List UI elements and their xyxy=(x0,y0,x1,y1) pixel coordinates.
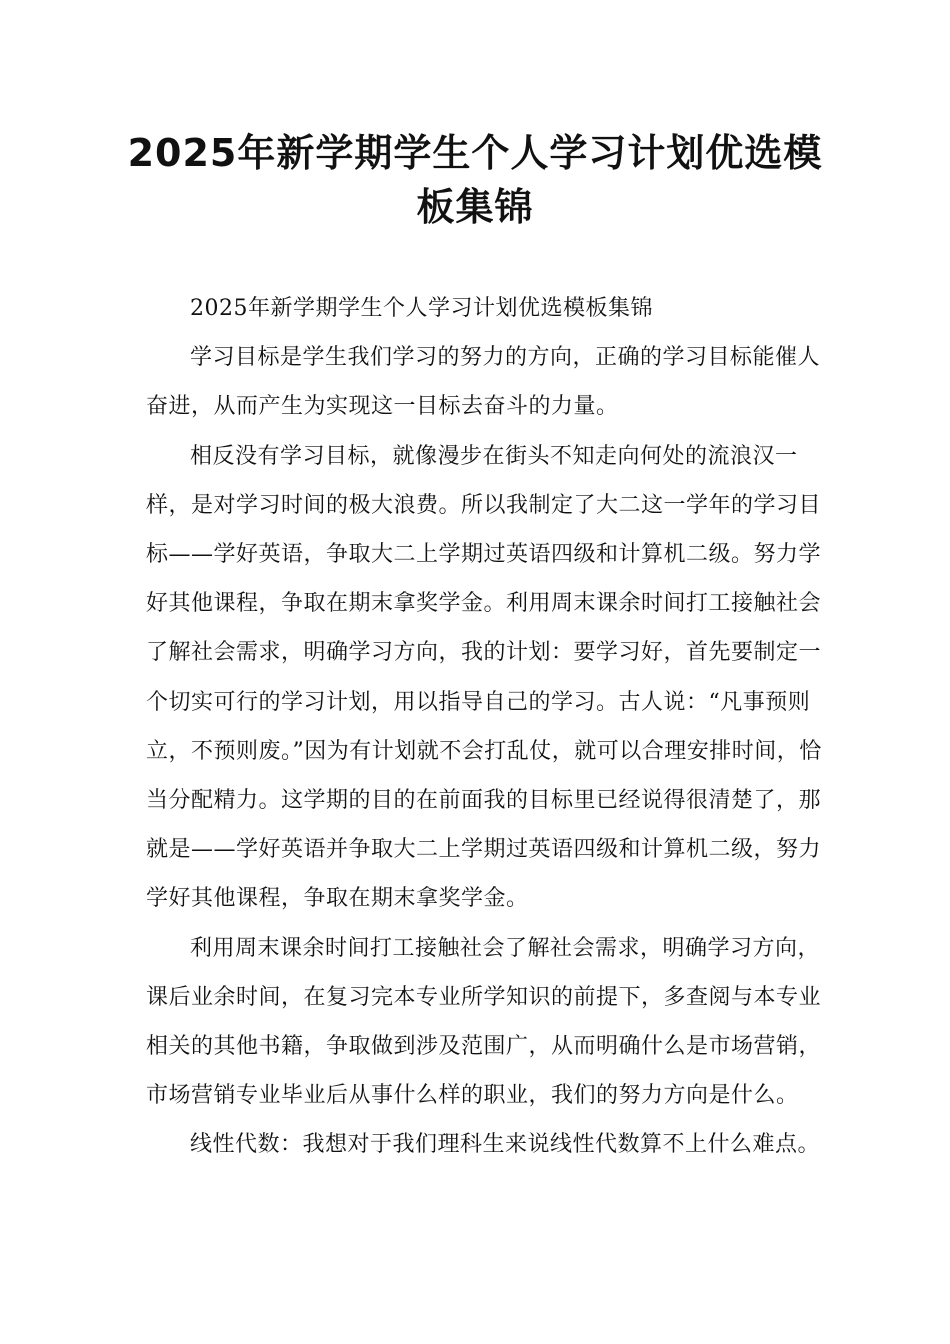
paragraph: 利用周末课余时间打工接触社会了解社会需求，明确学习方向，课后业余时间，在复习完本专业所学知识的前提下，多查阅与本专业相关的其他书籍，争取做到涉及范围广，从而明确什么是市场营销，市场营销专业毕业后从事什么样的职业，我们的努力方向是什么。 xyxy=(146,935,822,1109)
document-title xyxy=(100,126,850,234)
document-subtitle: 2025年新学期学生个人学习计划优选模板集锦 xyxy=(190,296,653,321)
paragraph: 相反没有学习目标，就像漫步在街头不知走向何处的流浪汉一样，是对学习时间的极大浪费。所以我制定了大二这一学年的学习目标——学好英语，争取大二上学期过英语四级和计算机二级。努力学好其他课程，争取在期末拿奖学金。利用周末课余时间打工接触社会了解社会需求，明确学习方向，我的计划：要学习好，首先要制定一个切实可行的学习计划，用以指导自己的学习。古人说：“凡事预则立，不预则废。”因为有计划就不会打乱仗，就可以合理安排时间，恰当分配精力。这学期的目的在前面我的目标里已经说得很清楚了，那就是——学好英语并争取大二上学期过英语四级和计算机二级，努力学好其他课程，争取在期末拿奖学金。 xyxy=(146,443,822,912)
paragraph: 学习目标是学生我们学习的努力的方向，正确的学习目标能催人奋进，从而产生为实现这一目标去奋斗的力量。 xyxy=(146,345,821,420)
title-line-2: 板集锦 xyxy=(416,185,534,229)
paragraph: 线性代数：我想对于我们理科生来说线性代数算不上什么难点。 xyxy=(190,1132,821,1158)
document-body xyxy=(146,284,826,1170)
title-line-1: 2025年新学期学生个人学习计划优选模 xyxy=(127,131,823,175)
